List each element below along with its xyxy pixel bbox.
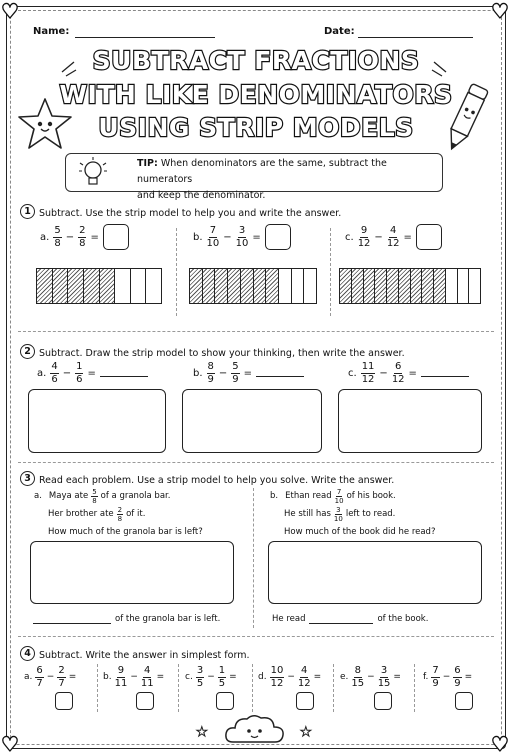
denominator: 10 <box>333 514 343 523</box>
numerator: 2 <box>117 505 123 514</box>
q1-problem-b <box>193 224 291 250</box>
q2-problem-c <box>348 361 469 385</box>
numerator: 5 <box>92 487 97 496</box>
small-star-icon: ★ <box>300 725 312 740</box>
q2-instruction: Subtract. Draw the strip model to show your thinking, then write the answer. <box>39 348 405 359</box>
title-line-1: SUBTRACT FRACTIONS <box>92 46 420 75</box>
equals-sign: = <box>464 672 473 682</box>
minus-sign: − <box>442 672 451 682</box>
sparkle-icon <box>60 58 80 78</box>
question-number: 1 <box>20 204 35 219</box>
numerator: 8 <box>354 665 361 676</box>
tip-text-1: When denominators are the same, subtract the numerators <box>137 158 387 185</box>
equals-sign: = <box>229 672 237 682</box>
q3-instruction: Read each problem. Use a strip model to help you solve. Write the answer. <box>39 475 395 486</box>
numerator: 3 <box>380 665 388 676</box>
minus-sign: − <box>218 367 228 379</box>
heart-icon: ♥ <box>1 732 19 756</box>
story-question: How much of the book did he read? <box>284 527 436 537</box>
sparkle-icon <box>428 58 448 78</box>
heart-icon: ♥ <box>1 0 19 23</box>
denominator: 10 <box>334 496 344 505</box>
strip-cell-shaded <box>387 269 399 303</box>
denominator: 10 <box>235 238 249 249</box>
section-divider <box>18 636 494 637</box>
answer-text: He read <box>272 614 306 624</box>
numerator: 6 <box>394 361 402 372</box>
numerator: 11 <box>361 361 375 372</box>
problem-letter: c. <box>185 672 193 682</box>
denominator: 5 <box>196 678 204 689</box>
denominator: 6 <box>51 374 58 385</box>
minus-sign: − <box>62 367 72 379</box>
denominator: 12 <box>270 678 284 689</box>
answer-line[interactable] <box>256 376 304 377</box>
denominator: 12 <box>386 238 400 249</box>
name-field[interactable] <box>75 37 215 38</box>
q4-problem-b <box>103 665 164 689</box>
denominator: 8 <box>117 514 123 523</box>
numerator: 4 <box>389 225 397 236</box>
strip-cell <box>146 269 161 303</box>
q3-problem-a <box>34 488 203 538</box>
strip-model-b <box>189 268 317 304</box>
problem-letter: a. <box>37 367 47 379</box>
denominator: 9 <box>432 678 439 689</box>
problem-letter: b. <box>103 672 112 682</box>
name-label: Name: <box>33 26 70 37</box>
minus-sign: − <box>65 231 75 243</box>
question-number: 2 <box>20 344 35 359</box>
minus-sign: − <box>223 231 232 243</box>
denominator: 12 <box>357 238 371 249</box>
title-line-3: USING STRIP MODELS <box>98 113 414 142</box>
small-star-icon: ★ <box>196 725 208 740</box>
question-number: 4 <box>20 646 35 661</box>
work-box[interactable] <box>28 389 166 453</box>
strip-cell-shaded <box>422 269 434 303</box>
section-divider <box>18 331 494 332</box>
divider <box>176 228 177 316</box>
minus-sign: − <box>130 672 138 682</box>
q4-problem-e <box>340 665 401 689</box>
strip-cell-shaded <box>254 269 267 303</box>
answer-box[interactable] <box>103 224 129 250</box>
strip-cell-shaded <box>228 269 241 303</box>
strip-cell-shaded <box>434 269 446 303</box>
work-box[interactable] <box>30 541 234 604</box>
strip-cell-shaded <box>364 269 376 303</box>
q4-problem-a <box>24 665 76 689</box>
divider <box>178 664 179 712</box>
q4-instruction: Subtract. Write the answer in simplest form. <box>39 650 250 661</box>
title-line-2: WITH LIKE DENOMINATORS <box>59 80 453 109</box>
strip-cell <box>458 269 470 303</box>
star-mascot-icon <box>16 96 74 152</box>
numerator: 6 <box>36 665 43 676</box>
q1-problem-c <box>345 224 442 250</box>
answer-box[interactable] <box>265 224 291 250</box>
equals-sign: = <box>87 367 96 379</box>
strip-model-c <box>339 268 481 304</box>
strip-model-a <box>36 268 162 304</box>
tip-text-2: and keep the denominator. <box>137 190 266 201</box>
q1-instruction: Subtract. Use the strip model to help you and write the answer. <box>39 208 342 219</box>
minus-sign: − <box>374 231 383 243</box>
answer-line[interactable] <box>421 376 469 377</box>
numerator: 8 <box>207 361 214 372</box>
answer-box[interactable] <box>55 692 73 710</box>
strip-cell-shaded <box>100 269 116 303</box>
problem-letter: f. <box>423 672 429 682</box>
problem-letter: b. <box>270 491 279 501</box>
denominator: 9 <box>232 374 239 385</box>
q4-heading <box>20 643 249 662</box>
denominator: 9 <box>207 374 214 385</box>
answer-box[interactable] <box>136 692 154 710</box>
numerator: 1 <box>76 361 83 372</box>
problem-letter: c. <box>345 231 354 243</box>
work-box[interactable] <box>268 541 482 604</box>
problem-letter: d. <box>258 672 267 682</box>
problem-letter: a. <box>24 672 33 682</box>
strip-cell-shaded <box>241 269 254 303</box>
numerator: 4 <box>301 665 308 676</box>
date-field[interactable] <box>358 37 473 38</box>
strip-cell-shaded <box>411 269 423 303</box>
denominator: 5 <box>218 678 226 689</box>
numerator: 7 <box>209 225 217 236</box>
section-divider <box>18 462 494 463</box>
story-text: Maya ate <box>48 491 89 501</box>
denominator: 6 <box>76 374 83 385</box>
pencil-mascot-icon <box>437 78 495 158</box>
q2-problem-b <box>193 361 304 385</box>
numerator: 5 <box>54 225 61 236</box>
denominator: 12 <box>361 374 375 385</box>
strip-cell-shaded <box>399 269 411 303</box>
strip-cell-shaded <box>266 269 279 303</box>
date-label: Date: <box>324 26 355 37</box>
problem-letter: b. <box>193 231 203 243</box>
problem-letter: e. <box>340 672 349 682</box>
numerator: 6 <box>454 665 461 676</box>
denominator: 10 <box>206 238 220 249</box>
denominator: 15 <box>351 678 365 689</box>
story-text: Ethan read <box>285 491 332 501</box>
q4-problem-c <box>185 665 237 689</box>
equals-sign: = <box>408 367 417 379</box>
numerator: 3 <box>238 225 246 236</box>
denominator: 9 <box>454 678 461 689</box>
divider <box>252 664 253 712</box>
answer-box[interactable] <box>455 692 473 710</box>
story-text: of his book. <box>346 491 396 501</box>
equals-sign: = <box>313 672 322 682</box>
story-text: He still has <box>284 509 331 519</box>
denominator: 12 <box>297 678 311 689</box>
strip-cell <box>469 269 480 303</box>
tip-box <box>65 153 443 201</box>
work-box[interactable] <box>338 389 482 453</box>
strip-cell-shaded <box>84 269 100 303</box>
denominator: 7 <box>58 678 65 689</box>
problem-letter: b. <box>193 367 203 379</box>
problem-letter: a. <box>34 491 42 501</box>
numerator: 4 <box>144 665 151 676</box>
q1-heading <box>20 201 341 220</box>
denominator: 12 <box>391 374 405 385</box>
denominator: 8 <box>54 238 61 249</box>
q2-heading <box>20 341 405 360</box>
numerator: 10 <box>270 665 284 676</box>
heart-icon: ♥ <box>491 0 509 23</box>
divider <box>330 228 331 316</box>
cloud-mascot-icon <box>223 712 287 746</box>
problem-letter: c. <box>348 367 357 379</box>
numerator: 9 <box>117 665 125 676</box>
q2-problem-a <box>37 361 148 385</box>
story-text: left to read. <box>345 509 396 519</box>
denominator: 11 <box>140 678 154 689</box>
equals-sign: = <box>156 672 165 682</box>
equals-sign: = <box>68 672 77 682</box>
strip-cell-shaded <box>68 269 84 303</box>
divider <box>333 664 334 712</box>
divider <box>414 664 415 712</box>
strip-cell <box>292 269 305 303</box>
strip-cell-shaded <box>375 269 387 303</box>
denominator: 8 <box>79 238 86 249</box>
numerator: 4 <box>51 361 58 372</box>
minus-sign: − <box>46 672 55 682</box>
question-number: 3 <box>20 471 35 486</box>
strip-cell-shaded <box>215 269 228 303</box>
answer-line[interactable] <box>309 614 373 624</box>
minus-sign: − <box>207 672 215 682</box>
equals-sign: = <box>403 231 412 243</box>
strip-cell <box>279 269 292 303</box>
q3-heading <box>20 468 394 487</box>
answer-box[interactable] <box>216 692 234 710</box>
answer-box[interactable] <box>296 692 314 710</box>
story-text: Her brother ate <box>48 509 114 519</box>
answer-line[interactable] <box>33 614 111 624</box>
q3-problem-b <box>270 488 435 538</box>
denominator: 8 <box>92 496 97 505</box>
answer-text: of the book. <box>377 614 429 624</box>
story-question: How much of the granola bar is left? <box>48 527 203 537</box>
minus-sign: − <box>287 672 295 682</box>
equals-sign: = <box>90 231 99 243</box>
denominator: 15 <box>377 678 391 689</box>
story-text: of it. <box>126 509 146 519</box>
equals-sign: = <box>393 672 401 682</box>
strip-cell <box>115 269 131 303</box>
numerator: 5 <box>232 361 239 372</box>
problem-letter: a. <box>40 231 50 243</box>
q4-problem-f <box>423 665 472 689</box>
minus-sign: − <box>367 672 375 682</box>
work-box[interactable] <box>182 389 322 453</box>
answer-box[interactable] <box>416 224 442 250</box>
equals-sign: = <box>243 367 253 379</box>
equals-sign: = <box>252 231 261 243</box>
answer-text: of the granola bar is left. <box>115 614 221 624</box>
strip-cell-shaded <box>352 269 364 303</box>
minus-sign: − <box>379 367 388 379</box>
denominator: 11 <box>114 678 128 689</box>
strip-cell-shaded <box>203 269 216 303</box>
numerator: 2 <box>58 665 65 676</box>
q4-problem-d <box>258 665 321 689</box>
strip-cell-shaded <box>190 269 203 303</box>
numerator: 7 <box>336 487 342 496</box>
story-text: of a granola bar. <box>100 491 171 501</box>
strip-cell-shaded <box>340 269 352 303</box>
q3-answer-b <box>272 613 428 625</box>
heart-icon: ♥ <box>491 732 509 756</box>
divider <box>253 488 254 628</box>
strip-cell-shaded <box>37 269 53 303</box>
lightbulb-icon <box>78 157 108 189</box>
numerator: 3 <box>336 505 341 514</box>
numerator: 1 <box>218 665 226 676</box>
numerator: 7 <box>432 665 439 676</box>
strip-cell-shaded <box>53 269 69 303</box>
denominator: 7 <box>36 678 43 689</box>
divider <box>97 664 98 712</box>
answer-box[interactable] <box>374 692 392 710</box>
numerator: 2 <box>79 225 86 236</box>
strip-cell <box>304 269 316 303</box>
strip-cell <box>131 269 147 303</box>
tip-label: TIP: <box>137 158 158 169</box>
q3-answer-a <box>33 613 220 625</box>
numerator: 9 <box>360 225 368 236</box>
strip-cell <box>446 269 458 303</box>
answer-line[interactable] <box>100 376 148 377</box>
q1-problem-a <box>40 224 129 250</box>
numerator: 3 <box>196 665 204 676</box>
